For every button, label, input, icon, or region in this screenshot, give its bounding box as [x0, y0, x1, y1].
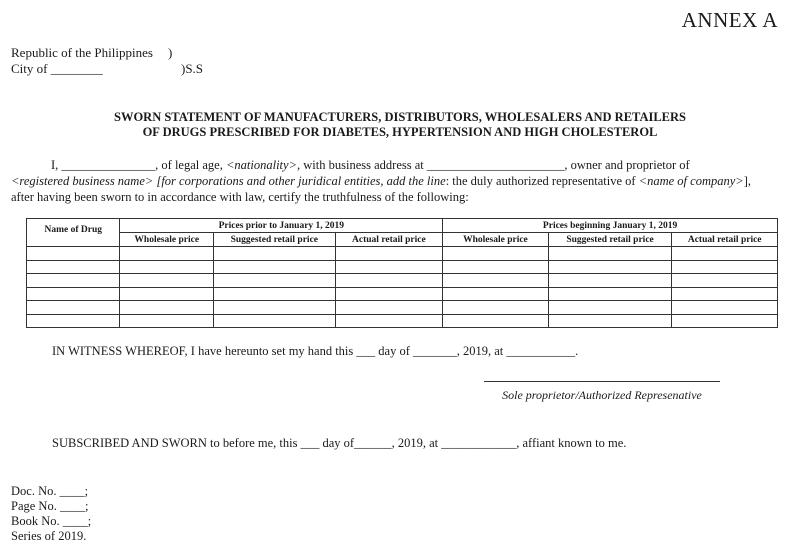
title-line-1: SWORN STATEMENT OF MANUFACTURERS, DISTRIBUTORS, WHOLESALERS AND RETAILERS: [114, 110, 686, 124]
venue-block: [11, 45, 211, 77]
sworn-clause: SUBSCRIBED AND SWORN to before me, this ___ day of______, 2019, at ____________, affiant known to me.: [52, 436, 627, 450]
doc-number: Doc. No. ____;: [11, 484, 89, 498]
signature-line: [484, 381, 720, 382]
notary-block: [11, 484, 91, 544]
statement-text: , with business address at ______________________, owner and proprietor of: [297, 158, 690, 172]
annex-label: ANNEX A: [681, 8, 778, 32]
nationality-placeholder: <nationality>: [225, 158, 298, 172]
table-row: [27, 301, 778, 315]
table-row: [27, 287, 778, 301]
table-row: [27, 260, 778, 274]
header-suggested-prior: Suggested retail price: [213, 233, 335, 247]
title-line-2: OF DRUGS PRESCRIBED FOR DIABETES, HYPERTENSION AND HIGH CHOLESTEROL: [142, 125, 658, 139]
header-prices-prior: Prices prior to January 1, 2019: [120, 219, 443, 233]
statement-text: ],: [743, 174, 752, 188]
header-name-of-drug: Name of Drug: [27, 219, 120, 247]
business-name-placeholder: <registered business name>: [11, 174, 154, 188]
venue-republic: Republic of the Philippines: [11, 45, 153, 60]
page-number: Page No. ____;: [11, 499, 89, 513]
statement-line-1: [11, 157, 798, 173]
statement-text: I, _______________, of legal age,: [51, 158, 226, 172]
header-wholesale-beginning: Wholesale price: [443, 233, 549, 247]
venue-republic-row: [11, 45, 211, 61]
statement-text: : the duly authorized representative of: [445, 174, 639, 188]
venue-bracket: ): [168, 45, 173, 60]
header-suggested-beginning: Suggested retail price: [548, 233, 672, 247]
table-row: [27, 274, 778, 288]
statement-line-3: after having been sworn to in accordance with law, certify the truthfulness of the following:: [11, 190, 469, 204]
header-actual-prior: Actual retail price: [335, 233, 443, 247]
price-table: [26, 218, 778, 328]
series: Series of 2019.: [11, 529, 87, 543]
venue-city: City of ________: [11, 61, 103, 76]
venue-ss: )S.S: [181, 61, 204, 76]
signature-label: Sole proprietor/Authorized Represenative: [502, 388, 702, 402]
table-row: [27, 247, 778, 261]
header-prices-beginning: Prices beginning January 1, 2019: [443, 219, 778, 233]
header-actual-beginning: Actual retail price: [672, 233, 778, 247]
table-row: [27, 314, 778, 328]
header-wholesale-prior: Wholesale price: [120, 233, 213, 247]
corporation-note: [for corporations and other juridical entities, add the line: [153, 174, 446, 188]
statement-line-2: [11, 173, 798, 189]
book-number: Book No. ____;: [11, 514, 92, 528]
statement-paragraph: [11, 157, 798, 205]
company-name-placeholder: <name of company>: [638, 174, 744, 188]
document-title: [0, 110, 800, 140]
witness-clause: IN WITNESS WHEREOF, I have hereunto set my hand this ___ day of _______, 2019, at ___________.: [52, 344, 579, 358]
venue-city-row: [11, 61, 211, 77]
